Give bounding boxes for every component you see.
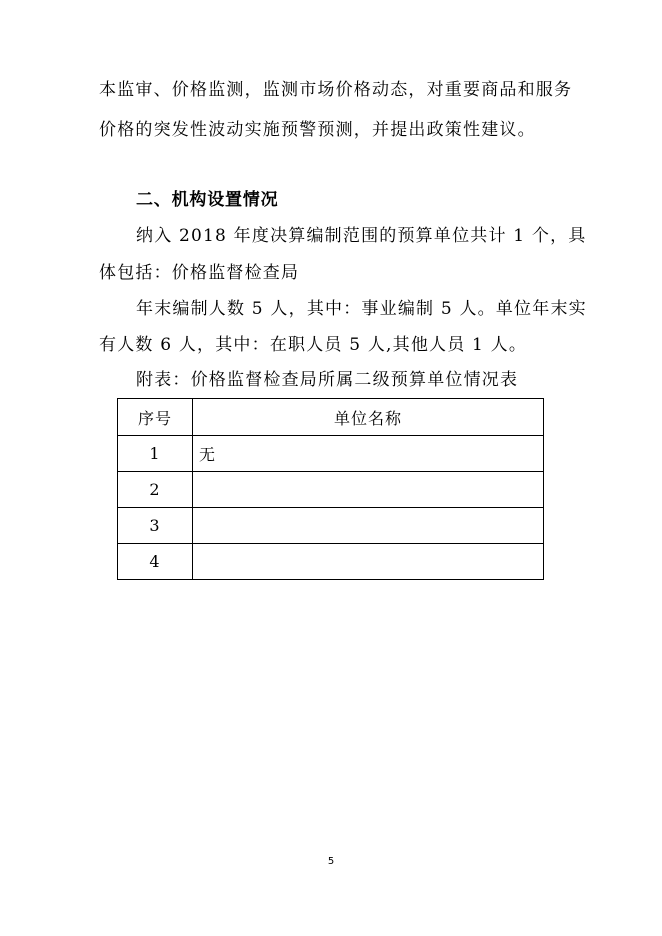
table-header-row bbox=[118, 399, 544, 436]
table-row bbox=[118, 472, 544, 508]
table-caption: 附表：价格监督检查局所属二级预算单位情况表 bbox=[136, 370, 519, 390]
header-index: 序号 bbox=[118, 399, 193, 436]
paragraph-line: 本监审、价格监测，监测市场价格动态，对重要商品和服务 bbox=[99, 80, 573, 100]
row-unit-name: 无 bbox=[193, 436, 544, 472]
table-row bbox=[118, 508, 544, 544]
subordinate-units-table bbox=[117, 398, 544, 580]
row-index: 2 bbox=[118, 472, 193, 508]
table-row bbox=[118, 544, 544, 580]
row-unit-name bbox=[193, 508, 544, 544]
header-unit-name: 单位名称 bbox=[193, 399, 544, 436]
paragraph-line: 纳入 2018 年度决算编制范围的预算单位共计 1 个，具 bbox=[136, 226, 587, 246]
paragraph-line: 年末编制人数 5 人，其中：事业编制 5 人。单位年末实 bbox=[136, 299, 587, 319]
row-unit-name bbox=[193, 544, 544, 580]
row-unit-name bbox=[193, 472, 544, 508]
paragraph-line: 价格的突发性波动实施预警预测，并提出政策性建议。 bbox=[99, 120, 536, 140]
table-row bbox=[118, 436, 544, 472]
paragraph-line: 体包括：价格监督检查局 bbox=[99, 263, 300, 283]
paragraph-line: 有人数 6 人，其中：在职人员 5 人,其他人员 1 人。 bbox=[99, 335, 528, 355]
page-number: 5 bbox=[327, 856, 335, 867]
section-heading: 二、机构设置情况 bbox=[136, 190, 279, 210]
row-index: 4 bbox=[118, 544, 193, 580]
row-index: 3 bbox=[118, 508, 193, 544]
row-index: 1 bbox=[118, 436, 193, 472]
